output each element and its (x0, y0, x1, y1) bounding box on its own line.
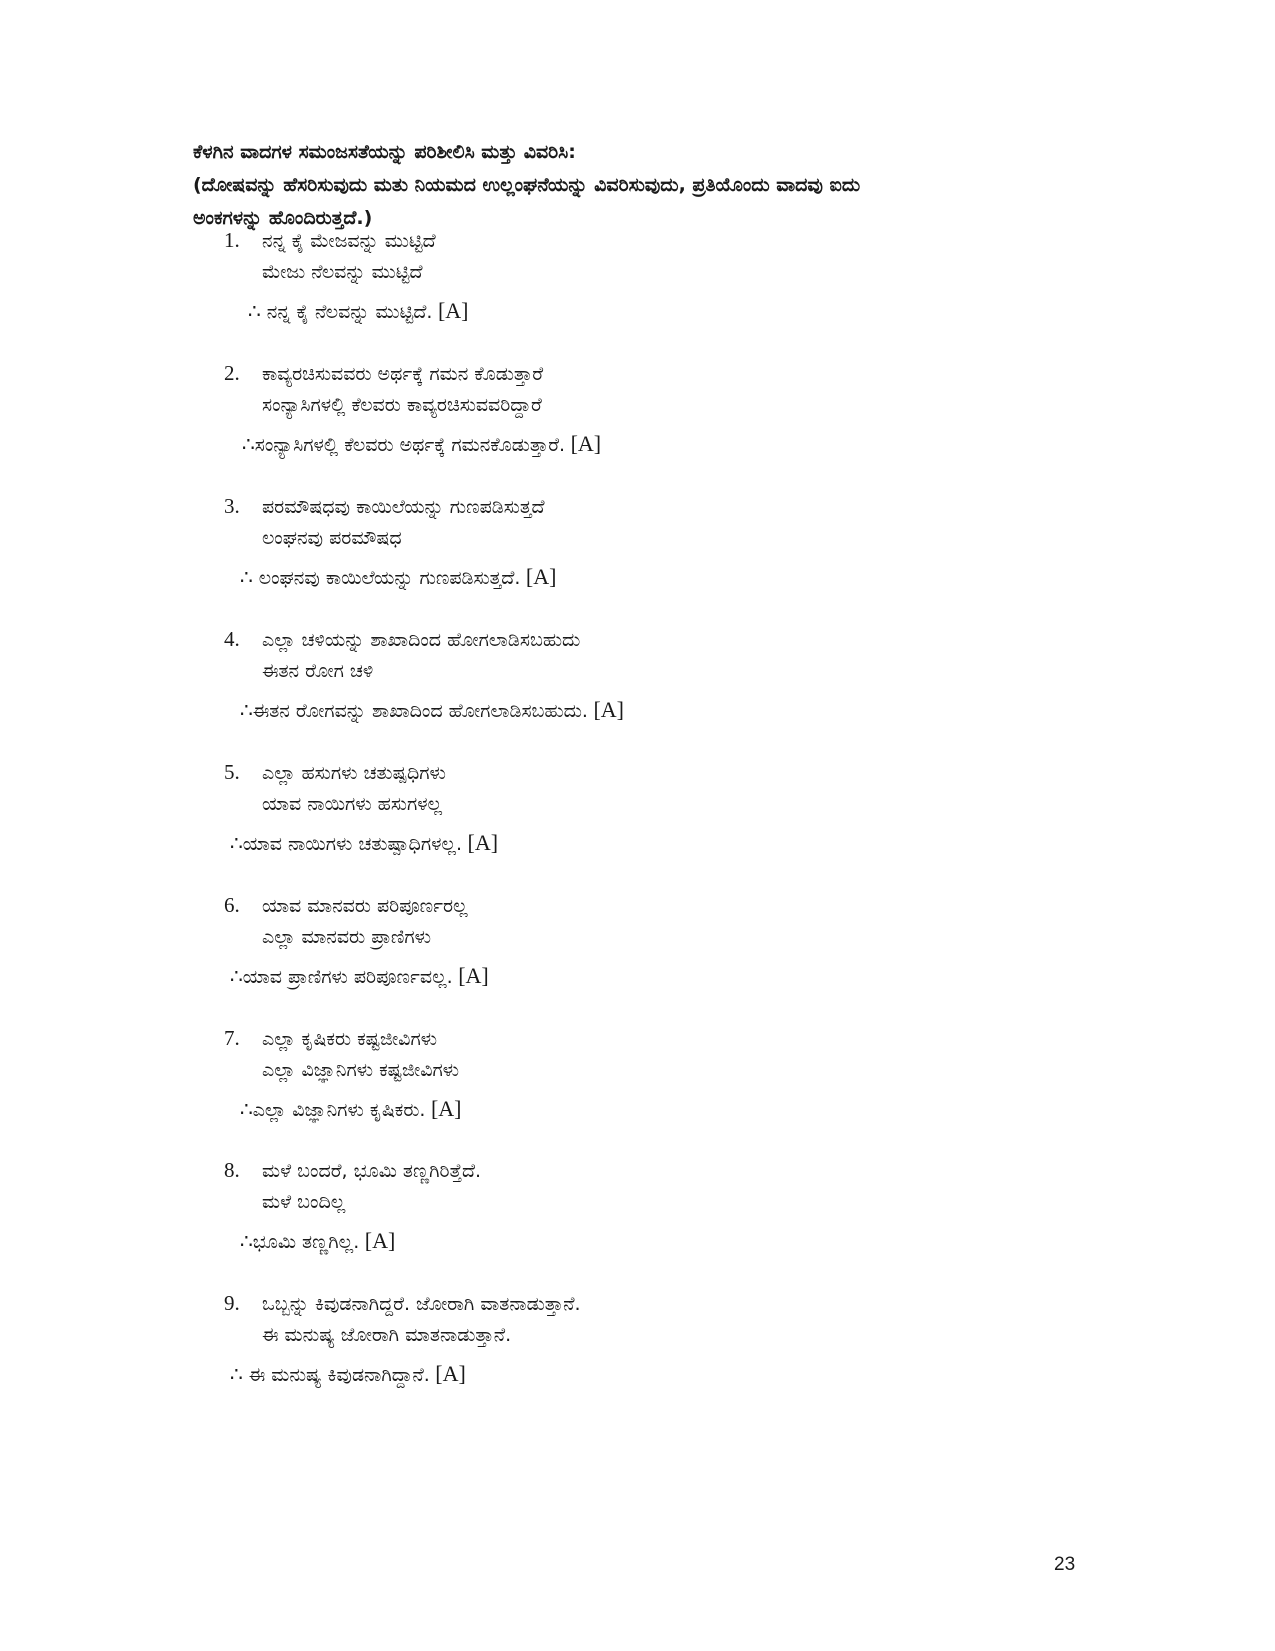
premise-2: ಲಂಘನವು ಪರಮೌಷಧ (262, 527, 402, 549)
argument-number: 4. (224, 627, 240, 651)
conclusion-text: ಯಾವ ನಾಯಿಗಳು ಚತುಷ್ಪಾಧಿಗಳಲ್ಲ. (242, 833, 463, 855)
argument-number: 5. (224, 760, 240, 784)
therefore-symbol: ∴ (240, 698, 253, 722)
argument-number: 1. (224, 228, 240, 252)
conclusion-text: ಸಂನ್ಯಾಸಿಗಳಲ್ಲಿ ಕೆಲವರು ಅರ್ಥಕ್ಕೆ ಗಮನಕೊಡುತ್ತಾರೆ. (254, 434, 566, 456)
argument-tag: [A] (429, 1361, 466, 1386)
conclusion (240, 697, 624, 723)
conclusion (240, 1096, 462, 1122)
argument-tag: [A] (359, 1228, 396, 1253)
premise-1: ಎಲ್ಲಾ ಚಳಿಯನ್ನು ಶಾಖಾದಿಂದ ಹೋಗಲಾಡಿಸಬಹುದು (262, 629, 581, 651)
conclusion (240, 1228, 395, 1254)
therefore-symbol: ∴ (240, 1097, 253, 1121)
premise-2: ಮಳೆ ಬಂದಿಲ್ಲ (262, 1191, 346, 1213)
premise-2: ಯಾವ ನಾಯಿಗಳು ಹಸುಗಳಲ್ಲ (262, 793, 443, 815)
conclusion (230, 1361, 466, 1387)
argument-tag: [A] (452, 963, 489, 988)
argument-number: 9. (224, 1291, 240, 1315)
therefore-symbol: ∴ (240, 565, 253, 589)
argument-tag: [A] (587, 697, 625, 722)
premise-1: ಪರಮೌಷಧವು ಕಾಯಿಲೆಯನ್ನು ಗುಣಪಡಿಸುತ್ತದೆ (262, 496, 545, 518)
argument-tag: [A] (432, 298, 469, 323)
conclusion (248, 298, 469, 324)
premise-1: ಎಲ್ಲಾ ಕೃಷಿಕರು ಕಷ್ಟಜೀವಿಗಳು (262, 1028, 438, 1050)
premise-1: ಎಲ್ಲಾ ಹಸುಗಳು ಚತುಷ್ಪಧಿಗಳು (262, 762, 446, 784)
premise-1: ಒಬ್ಬನ್ನು ಕಿವುಡನಾಗಿದ್ದರೆ. ಜೋರಾಗಿ ವಾತನಾಡುತ್ತಾನೆ. (262, 1293, 581, 1315)
argument-number: 3. (224, 494, 240, 518)
conclusion-text: ಈ ಮನುಷ್ಯ ಕಿವುಡನಾಗಿದ್ದಾನೆ. (242, 1364, 430, 1386)
therefore-symbol: ∴ (230, 1362, 243, 1386)
therefore-symbol: ∴ (230, 831, 243, 855)
heading-line-1: ಕೆಳಗಿನ ವಾದಗಳ ಸಮಂಜಸತೆಯನ್ನು ಪರಿಶೀಲಿಸಿ ಮತ್ತು ವಿವರಿಸಿ: (193, 141, 576, 163)
heading-line-3: ಅಂಕಗಳನ್ನು ಹೊಂದಿರುತ್ತದೆ.) (193, 207, 373, 229)
argument-tag: [A] (462, 830, 499, 855)
conclusion-text: ಈತನ ರೋಗವನ್ನು ಶಾಖಾದಿಂದ ಹೋಗಲಾಡಿಸಬಹುದು. (252, 700, 588, 722)
argument-number: 7. (224, 1026, 240, 1050)
conclusion-text: ಲಂಘನವು ಕಾಯಿಲೆಯನ್ನು ಗುಣಪಡಿಸುತ್ತದೆ. (252, 567, 521, 589)
argument-tag: [A] (425, 1096, 462, 1121)
premise-2: ಈ ಮನುಷ್ಯ ಜೋರಾಗಿ ಮಾತನಾಡುತ್ತಾನೆ. (262, 1324, 512, 1346)
argument-number: 2. (224, 361, 240, 385)
premise-1: ಯಾವ ಮಾನವರು ಪರಿಪೂರ್ಣರಲ್ಲ (262, 895, 468, 917)
premise-2: ಎಲ್ಲಾ ಮಾನವರು ಪ್ರಾಣಿಗಳು (262, 926, 432, 948)
therefore-symbol: ∴ (240, 1229, 253, 1253)
premise-2: ಮೇಜು ನೆಲವನ್ನು ಮುಟ್ಟಿದೆ (262, 261, 423, 283)
conclusion-text: ಯಾವ ಪ್ರಾಣಿಗಳು ಪರಿಪೂರ್ಣವಲ್ಲ. (242, 966, 453, 988)
conclusion (242, 431, 601, 457)
therefore-symbol: ∴ (230, 964, 243, 988)
premise-2: ಈತನ ರೋಗ ಚಳಿ (262, 660, 374, 682)
argument-number: 6. (224, 893, 240, 917)
heading-line-2: (ದೋಷವನ್ನು ಹೆಸರಿಸುವುದು ಮತು ನಿಯಮದ ಉಲ್ಲಂಘನೆಯನ್ನು ವಿವರಿಸುವುದು, ಪ್ರತಿಯೊಂದು ವಾದವು ಐದು (193, 174, 861, 196)
conclusion-text: ನನ್ನ ಕೈ ನೆಲವನ್ನು ಮುಟ್ಟಿದೆ. (260, 301, 433, 323)
page-number: 23 (1054, 1554, 1076, 1575)
premise-1: ಮಳೆ ಬಂದರೆ, ಭೂಮಿ ತಣ್ಣಗಿರಿತ್ತೆದೆ. (262, 1160, 482, 1182)
premise-2: ಎಲ್ಲಾ ವಿಜ್ಞಾನಿಗಳು ಕಷ್ಟಜೀವಿಗಳು (262, 1059, 460, 1081)
argument-tag: [A] (520, 564, 557, 589)
conclusion (240, 564, 556, 590)
instructions-heading (193, 136, 1053, 235)
premise-2: ಸಂನ್ಯಾಸಿಗಳಲ್ಲಿ ಕೆಲವರು ಕಾವ್ಯರಚಿಸುವವರಿದ್ದಾರೆ (262, 394, 542, 416)
conclusion-text: ಭೂಮಿ ತಣ್ಣಗಿಲ್ಲ. (252, 1231, 360, 1253)
conclusion (230, 963, 489, 989)
conclusion (230, 830, 498, 856)
therefore-symbol: ∴ (248, 299, 261, 323)
premise-1: ಕಾವ್ಯರಚಿಸುವವರು ಅರ್ಥಕ್ಕೆ ಗಮನ ಕೊಡುತ್ತಾರೆ (262, 363, 544, 385)
argument-number: 8. (224, 1158, 240, 1182)
argument-tag: [A] (565, 431, 602, 456)
conclusion-text: ಎಲ್ಲಾ ವಿಜ್ಞಾನಿಗಳು ಕೃಷಿಕರು. (252, 1099, 426, 1121)
premise-1: ನನ್ನ ಕೈ ಮೇಜವನ್ನು ಮುಟ್ಟಿದೆ (262, 230, 436, 252)
therefore-symbol: ∴ (242, 432, 255, 456)
